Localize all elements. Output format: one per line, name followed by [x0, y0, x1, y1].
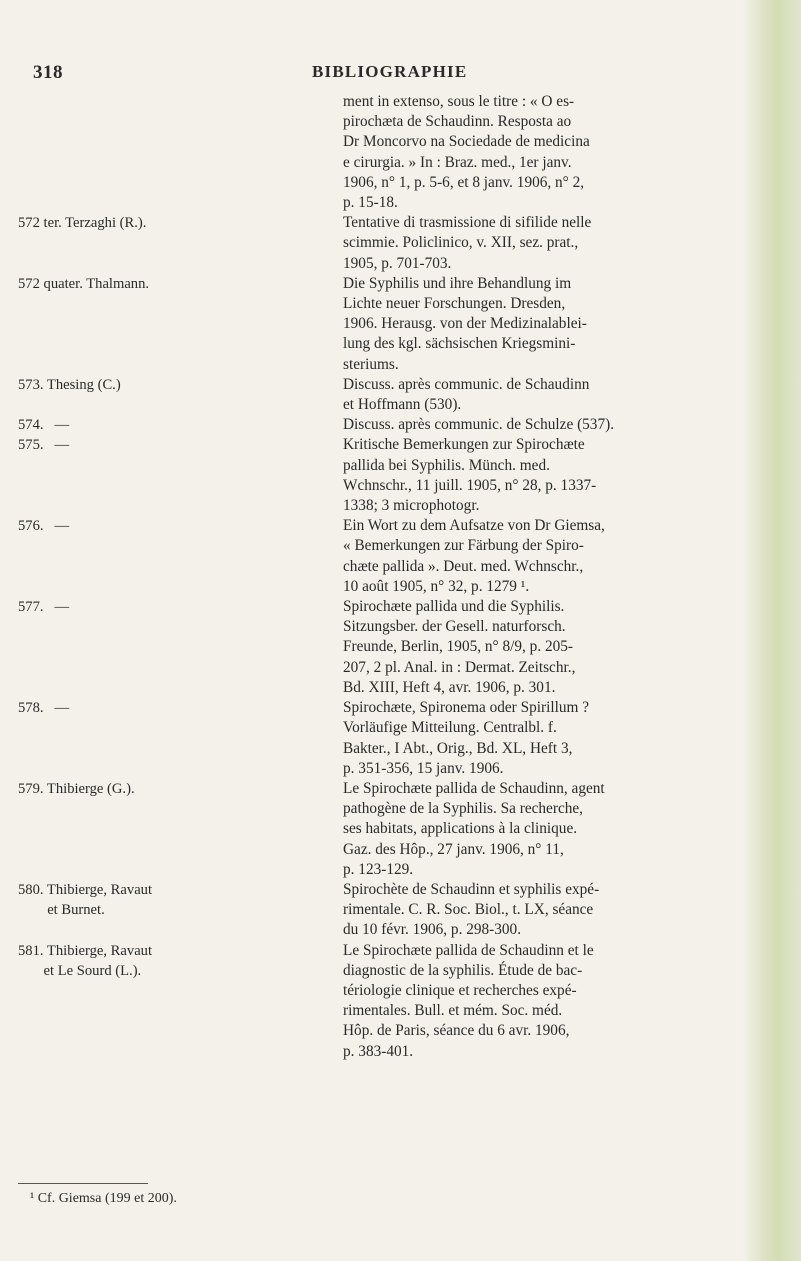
- entry-label: 579. Thibierge (G.).: [18, 780, 135, 797]
- entry-text: Kritische Bemerkungen zur Spirochæte pallida bei Syphilis. Münch. med. Wchnschr., 11 juill. 1905, n° 28, p. 1337- 1338; 3 microphotogr.: [343, 436, 597, 515]
- entry-text: ment in extenso, sous le titre : « O es- pirochæta de Schaudinn. Resposta ao Dr Moncorvo na Sociedade de medicina e cirurgia. » In : Braz. med., 1er janv. 1906, n° 1, p. 5-6, et 8 janv. 1906, n° 2, p. 15-18.: [343, 93, 590, 212]
- bibliography-body: [0, 92, 801, 1062]
- entry-577: [0, 597, 801, 698]
- entry-575: [0, 435, 801, 516]
- entry-576: [0, 516, 801, 597]
- entry-580: [0, 880, 801, 941]
- entry-label: 580. Thibierge, Ravaut et Burnet.: [18, 881, 153, 919]
- entry-text: Tentative di trasmissione di sifilide nelle scimmie. Policlinico, v. XII, sez. prat., 1905, p. 701-703.: [343, 214, 592, 272]
- entry-text: Le Spirochæte pallida de Schaudinn, agent pathogène de la Syphilis. Sa recherche, ses habitats, applications à la clinique. Gaz. des Hôp., 27 janv. 1906, n° 11, p. 123-129.: [343, 779, 605, 878]
- entry-text: Spirochæte pallida und die Syphilis. Sitzungsber. der Gesell. naturforsch. Freunde, Berlin, 1905, n° 8/9, p. 205- 207, 2 pl. Anal. in : Dermat. Zeitschr., Bd. XIII, Heft 4, avr. 1906, p. 301.: [343, 598, 576, 696]
- entry-label: 581. Thibierge, Ravaut et Le Sourd (L.).: [18, 942, 153, 979]
- entry-573: [0, 375, 801, 415]
- entry-text: Ein Wort zu dem Aufsatze von Dr Giemsa, « Bemerkungen zur Färbung der Spiro- chæte pallida ». Deut. med. Wchnschr., 10 août 1905, n° 32, p. 1279 ¹.: [343, 517, 605, 595]
- entry-label: 578. —: [18, 700, 70, 717]
- entry-label: 573. Thesing (C.): [18, 376, 121, 393]
- entry-continuation: [0, 92, 801, 213]
- entry-label: 572 ter. Terzaghi (R.).: [18, 215, 147, 232]
- footnote: ¹ Cf. Giemsa (199 et 200).: [30, 1191, 177, 1206]
- entry-label: 572 quater. Thalmann.: [18, 275, 150, 292]
- entry-581: [0, 941, 801, 1062]
- entry-text: Die Syphilis und ihre Behandlung im Lichte neuer Forschungen. Dresden, 1906. Herausg. von der Medizinalablei- lung des kgl. sächsischen Kriegsmini- steriums.: [343, 274, 587, 373]
- entry-label: 576. —: [18, 518, 70, 535]
- page-header: [0, 62, 801, 86]
- entry-label: 574. —: [18, 417, 70, 434]
- entry-text: Spirochète de Schaudinn et syphilis expé- rimentale. C. R. Soc. Biol., t. LX, séance du 10 févr. 1906, p. 298-300.: [343, 880, 600, 939]
- entry-text: Le Spirochæte pallida de Schaudinn et le diagnostic de la syphilis. Étude de bac- tériologie clinique et recherches expé- rimentales. Bull. et mém. Soc. méd. Hôp. de Paris, séance du 6 avr. 1906, p. 383-401.: [343, 941, 594, 1060]
- entry-574: [0, 415, 801, 435]
- entry-label: 575. —: [18, 437, 70, 454]
- entry-text: Discuss. après communic. de Schulze (537).: [343, 416, 615, 434]
- page-number: 318: [33, 62, 63, 83]
- entry-text: Spirochæte, Spironema oder Spirillum ? Vorläufige Mitteilung. Centralbl. f. Bakter., I Abt., Orig., Bd. XL, Heft 3, p. 351-356, 15 janv. 1906.: [343, 699, 589, 777]
- running-head: BIBLIOGRAPHIE: [312, 62, 468, 81]
- entry-572-ter: [0, 213, 801, 274]
- entry-text: Discuss. après communic. de Schaudinn et Hoffmann (530).: [343, 375, 590, 414]
- footnote-rule: [18, 1183, 148, 1184]
- entry-578: [0, 698, 801, 779]
- entry-572-quater: [0, 274, 801, 375]
- entry-label: 577. —: [18, 599, 70, 616]
- entry-579: [0, 779, 801, 880]
